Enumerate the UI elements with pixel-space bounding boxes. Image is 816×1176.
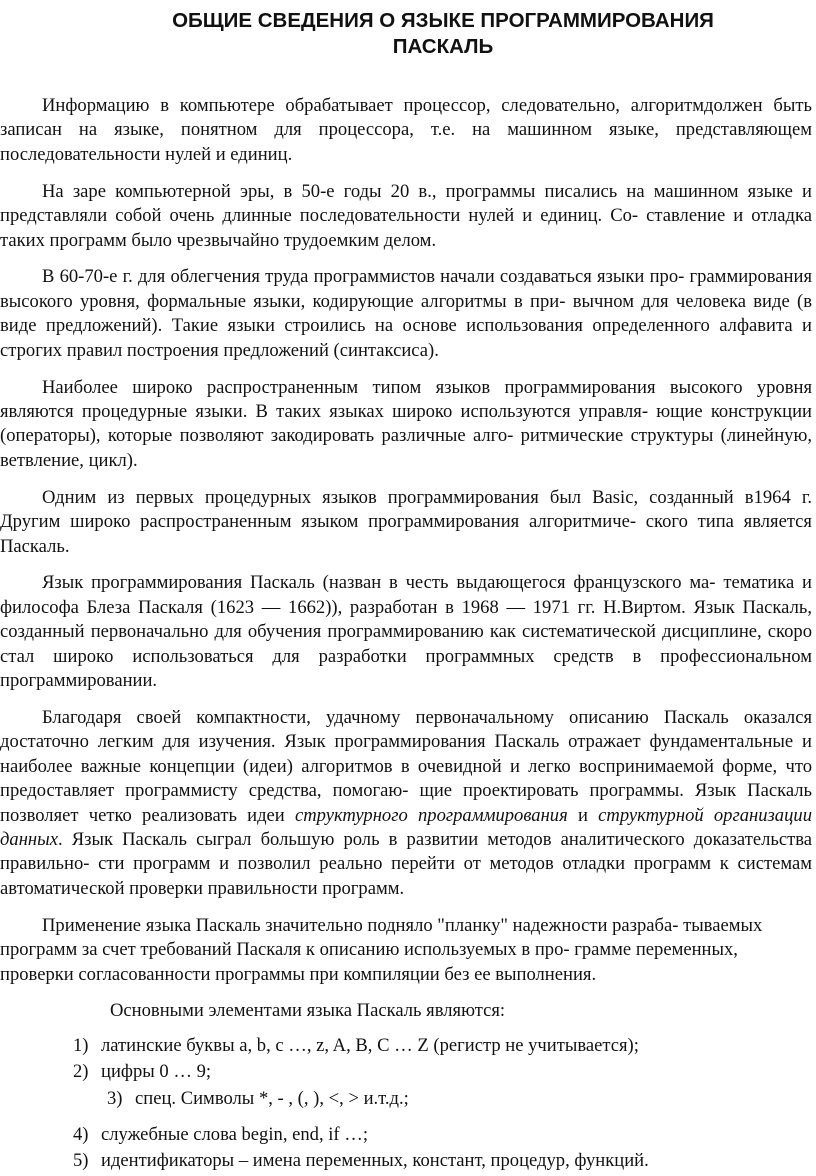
elements-list xyxy=(0,1034,812,1174)
italic-term-structured-programming: структурного программирования xyxy=(294,804,568,826)
list-item-text: идентификаторы – имена переменных, констант, процедур, функций. xyxy=(101,1150,649,1172)
list-item-text: латинские буквы a, b, c …, z, A, B, C … Z (регистр не учитывается); xyxy=(101,1034,639,1056)
list-item-text: спец. Символы *, - , (, ), <, > и.т.д.; xyxy=(135,1087,409,1109)
list-intro: Основными элементами языка Паскаль являются: xyxy=(110,1000,506,1022)
paragraph-8: Применение языка Паскаль значительно подняло "планку" надежности разраба- тываемых программ за счет требований Паскаля к описанию используемых в про- грамме переменных, проверки согласованности программы при компиляции без ее выполнения. xyxy=(0,914,763,985)
list-item-number: 2) xyxy=(73,1061,89,1083)
paragraph-7 xyxy=(0,706,812,901)
title-line-1: ОБЩИЕ СВЕДЕНИЯ О ЯЗЫКЕ ПРОГРАММИРОВАНИЯ xyxy=(172,9,714,32)
list-item xyxy=(0,1123,812,1147)
list-item-number: 4) xyxy=(73,1124,89,1146)
italic-term-structured-data: структурной организации данных xyxy=(0,804,812,850)
list-item xyxy=(0,1087,812,1111)
paragraph-3: В 60-70-е г. для облегчения труда программистов начали создаваться языки про- граммирования высокого уровня, формальные языки, кодирующие алгоритмы в при- вычном для человека виде (в виде предложений). Такие языки строились на основе использования определенного алфавита и строгих правил построения предложений (синтаксиса). xyxy=(0,266,812,361)
list-item-text: цифры 0 … 9; xyxy=(101,1061,212,1083)
paragraph-4: Наиболее широко распространенным типом языков программирования высокого уровня являются процедурные языки. В таких языках широко используются управля- ющие конструкции (операторы), которые позволяют закодировать различные алго- ритмические структуры (линейную, ветвление, цикл). xyxy=(0,376,812,471)
paragraph-7-text-b: и xyxy=(567,804,599,826)
paragraph-5: Одним из первых процедурных языков программирования был Basic, созданный в1964 г. Другим широко распространенным языком программирования алгоритмиче- ского типа является Паскаль. xyxy=(0,486,812,557)
page-title xyxy=(60,8,816,60)
document-body xyxy=(0,94,812,1176)
list-item-text: служебные слова begin, end, if …; xyxy=(101,1124,369,1146)
title-line-2: ПАСКАЛЬ xyxy=(392,35,494,58)
paragraph-2: На заре компьютерной эры, в 50-е годы 20 в., программы писались на машинном языке и представляли собой очень длинные последовательности нулей и единиц. Со- ставление и отладка таких программ было чрезвычайно трудоемким делом. xyxy=(0,180,812,251)
list-item-number: 3) xyxy=(107,1087,123,1109)
list-item xyxy=(0,1060,812,1084)
list-item xyxy=(0,1034,812,1058)
list-item-number: 5) xyxy=(73,1150,89,1172)
paragraph-6: Язык программирования Паскаль (назван в честь выдающегося французского ма- тематика и философа Блеза Паскаля (1623 — 1662)), разработан в 1968 — 1971 гг. Н.Виртом. Язык Паскаль, созданный первоначально для обучения программированию как систематической дисциплине, скоро стал широко использоваться для разработки программных средств в профессиональном программировании. xyxy=(0,572,812,692)
paragraph-7-text-a: Благодаря своей компактности, удачному первоначальному описанию Паскаль оказался достаточно легким для изучения. Язык программирования Паскаль отражает фундаментальные и наиболее важные концепции (идеи) алгоритмов в очевидной и легко воспринимаемой форме, что предоставляет программисту средства, помогаю- щие проектировать программы. Язык Паскаль позволяет четко реализовать идеи xyxy=(0,706,812,826)
paragraph-1: Информацию в компьютере обрабатывает процессор, следовательно, алгоритмдолжен быть записан на языке, понятном для процессора, т.е. на машинном языке, представляющем последовательности нулей и единиц. xyxy=(0,95,812,165)
paragraph-7-text-c: . Язык Паскаль сыграл большую роль в развитии методов аналитического доказательства правильно- сти программ и позволил реально перейти от методов отладки программ к системам автоматической проверки правильности программ. xyxy=(0,828,812,899)
list-item-number: 1) xyxy=(73,1034,89,1056)
